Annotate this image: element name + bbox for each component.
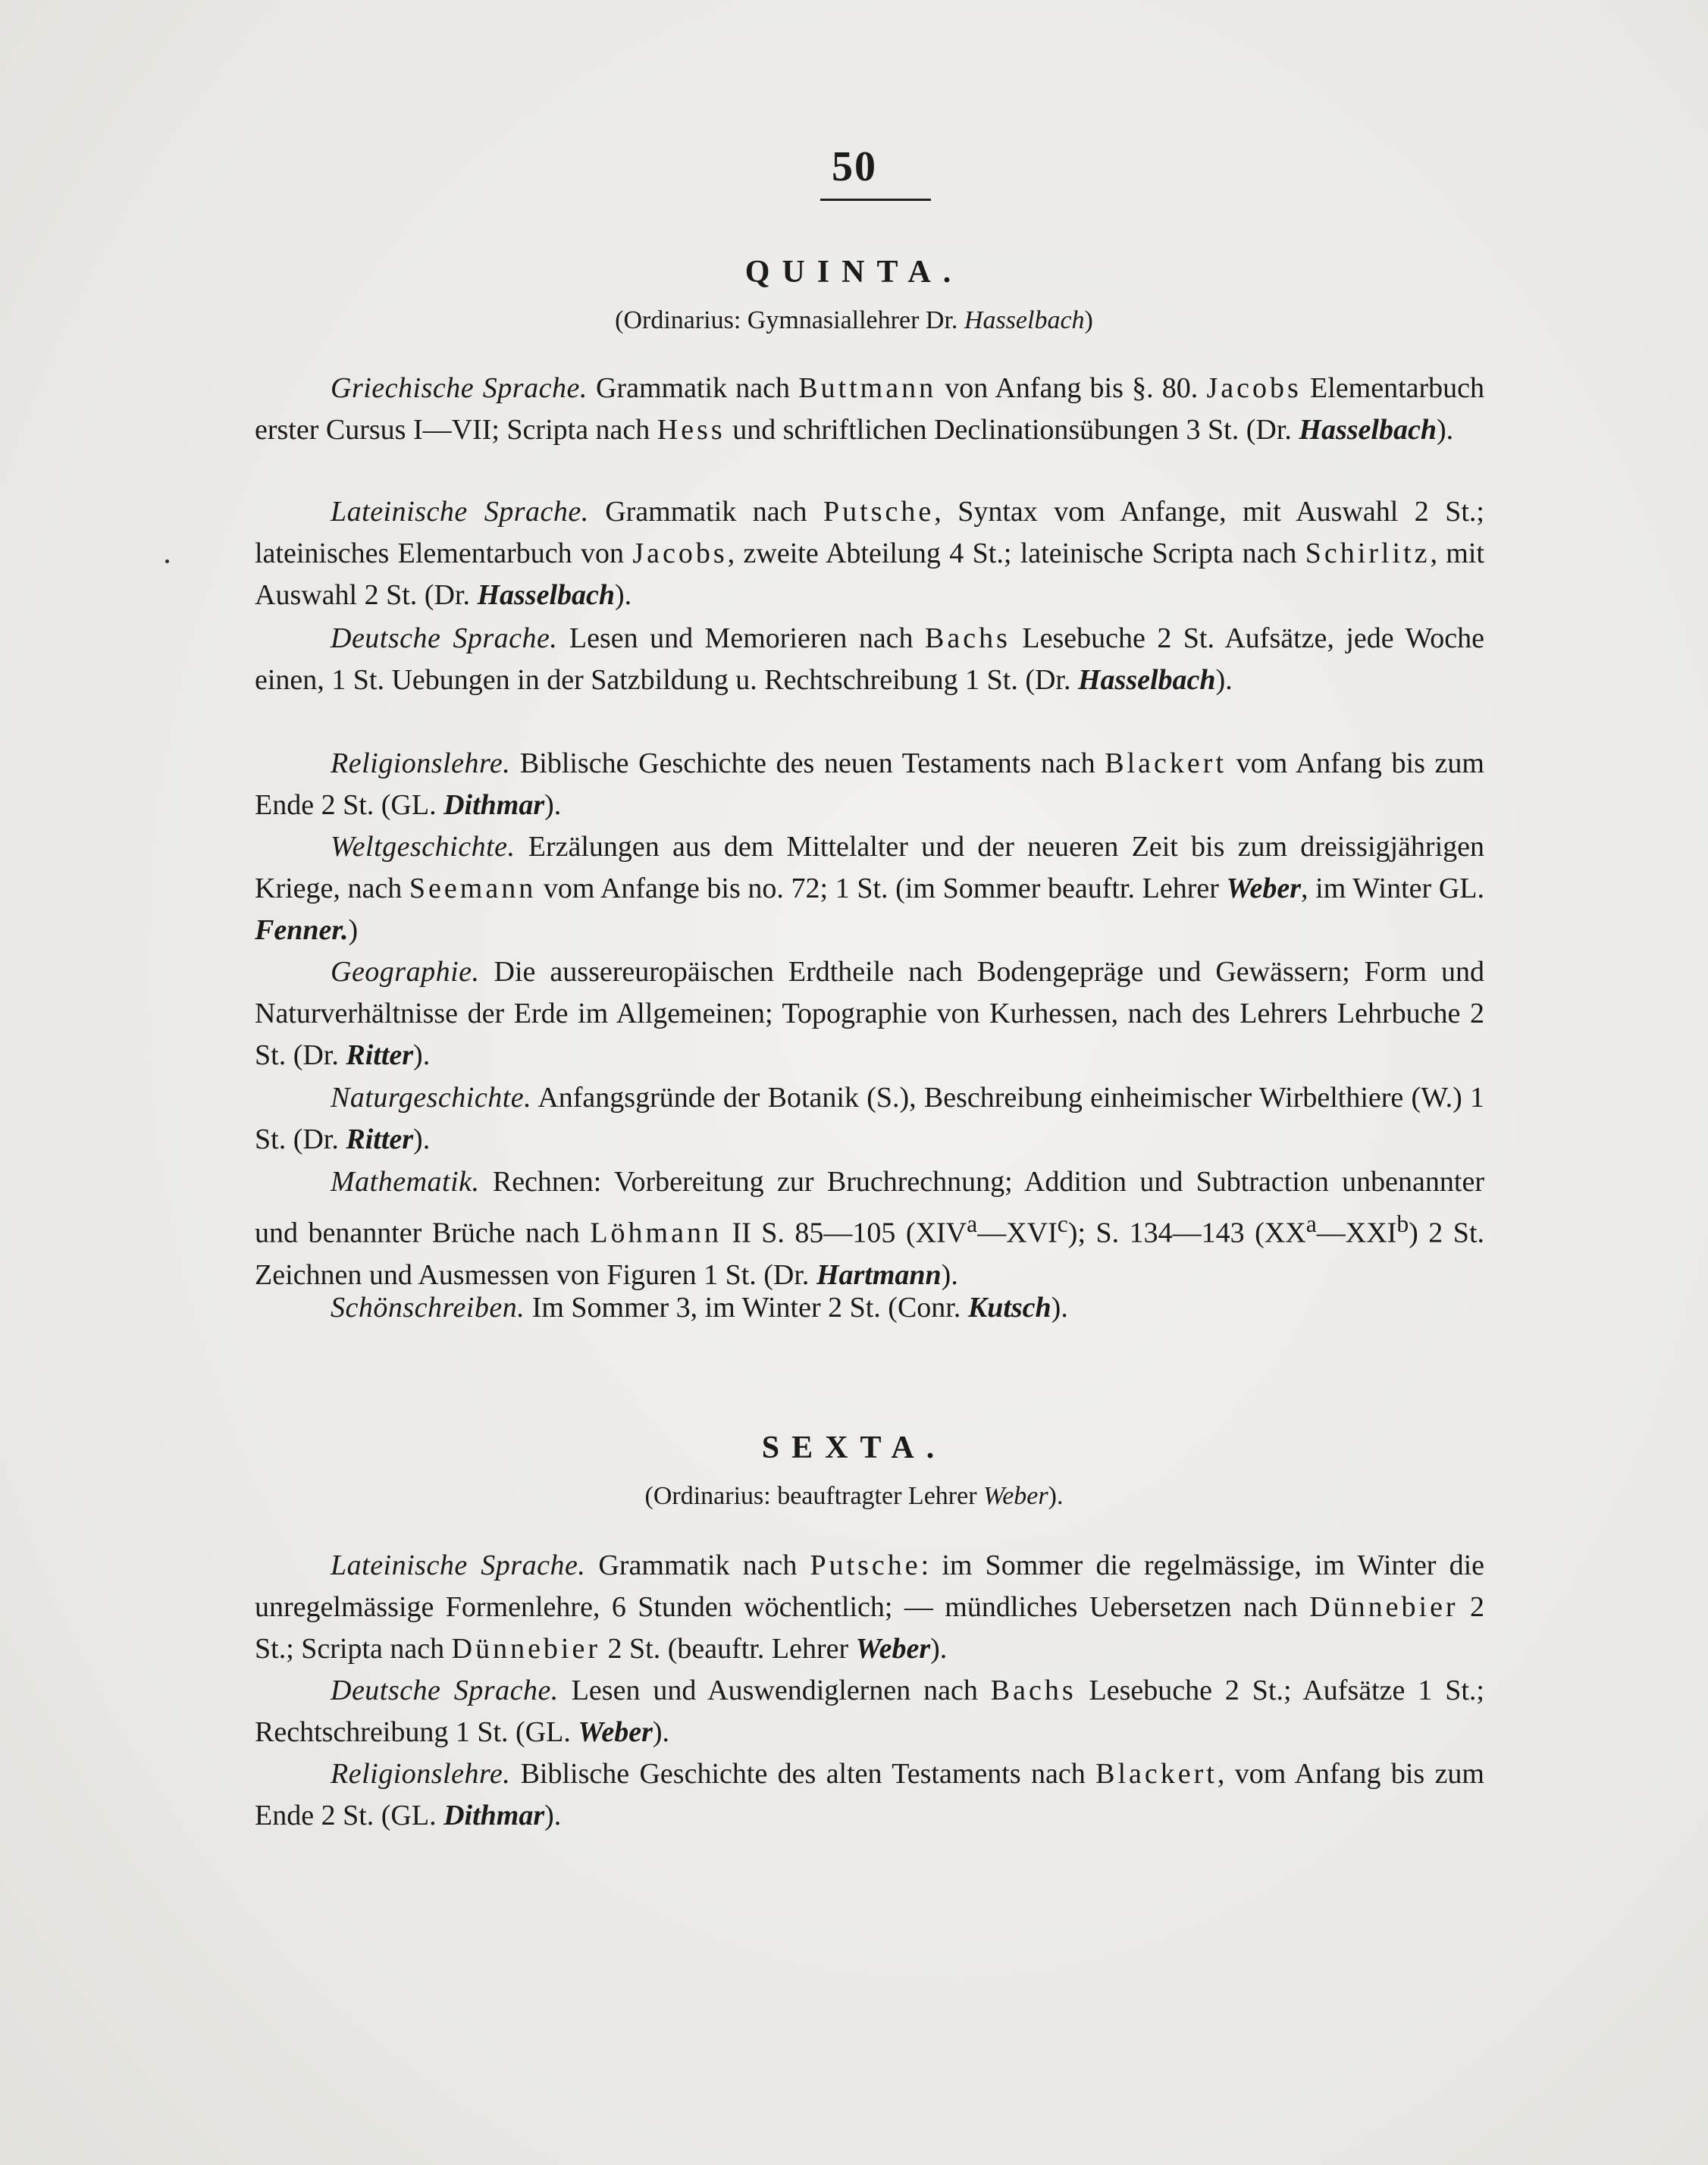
subject-heading: Lateinische Sprache. xyxy=(331,1549,586,1581)
entry-text: Lesen und Memorieren nach xyxy=(557,622,926,654)
teacher-name: Kutsch xyxy=(967,1292,1051,1324)
ordinarius-close: ). xyxy=(1048,1482,1064,1510)
teacher-name: Weber xyxy=(578,1716,653,1748)
entry-text: ). xyxy=(1215,664,1233,696)
entry-text: Biblische Geschichte des neuen Testaments nach xyxy=(510,747,1105,779)
entry-text: Grammatik nach xyxy=(588,496,824,528)
author-name: Bachs xyxy=(925,622,1011,654)
teacher-name: Hasselbach xyxy=(1299,414,1437,446)
ordinarius-label: (Ordinarius: beauftragter Lehrer xyxy=(644,1482,977,1510)
superscript: b xyxy=(1396,1211,1409,1237)
entry-text: Elementarbuch erster Cursus I—VII; Scripta nach xyxy=(255,372,1485,446)
entry-text: ) xyxy=(348,914,359,946)
entry-religionslehre xyxy=(255,743,1484,826)
sexta-ordinarius xyxy=(0,1482,1708,1511)
subject-heading: Lateinische Sprache. xyxy=(331,496,589,528)
entry-sexta-lateinische-sprache xyxy=(255,1545,1484,1670)
author-name: Blackert xyxy=(1095,1758,1218,1790)
entry-text: und schriftlichen Declinationsübungen 3 St. (Dr. xyxy=(725,414,1299,446)
entry-text: ). xyxy=(1051,1292,1068,1324)
entry-text: ). xyxy=(930,1633,948,1665)
entry-text: , Syntax vom Anfange, mit Auswahl 2 St.; lateinisches Elementarbuch von xyxy=(255,496,1484,569)
entry-text: II S. 85—105 (XIV xyxy=(721,1217,967,1249)
author-name: Dünnebier xyxy=(451,1633,601,1665)
entry-text: vom Anfange bis no. 72; 1 St. (im Sommer beauftr. Lehrer xyxy=(536,873,1227,904)
entry-text: vom Anfang bis zum Ende 2 St. (GL. xyxy=(255,747,1484,821)
entry-text: , zweite Abteilung 4 St.; lateinische Scripta nach xyxy=(727,537,1305,569)
entry-text: Biblische Geschichte des alten Testaments nach xyxy=(510,1758,1096,1790)
author-name: Bachs xyxy=(990,1675,1077,1706)
page-number-underline xyxy=(820,199,931,201)
entry-text: Im Sommer 3, im Winter 2 St. (Conr. xyxy=(525,1292,968,1324)
entry-text: von Anfang bis §. 80. xyxy=(936,372,1207,404)
entry-sexta-deutsche-sprache xyxy=(255,1670,1484,1753)
ordinarius-name: Weber xyxy=(983,1482,1048,1510)
teacher-name: Hasselbach xyxy=(1078,664,1216,696)
author-name: Dünnebier xyxy=(1309,1591,1459,1623)
teacher-name: Fenner. xyxy=(255,914,349,946)
entry-text: ). xyxy=(413,1039,431,1071)
entry-text: —XVI xyxy=(977,1217,1058,1249)
entry-geographie xyxy=(255,951,1484,1076)
subject-heading: Geographie. xyxy=(331,956,480,988)
entry-text: Grammatik nach xyxy=(587,372,799,404)
teacher-name: Hasselbach xyxy=(477,579,616,611)
teacher-name: Dithmar xyxy=(443,789,545,821)
author-name: Putsche xyxy=(810,1549,921,1581)
entry-griechische-sprache xyxy=(255,368,1484,451)
entry-text: Lesebuche 2 St. Aufsätze, jede Woche einen, 1 St. Uebungen in der Satzbildung u. Rechtschreibung 1 St. (Dr. xyxy=(255,622,1484,696)
author-name: Buttmann xyxy=(798,372,937,404)
superscript: c xyxy=(1057,1211,1068,1237)
author-name: Blackert xyxy=(1105,747,1227,779)
subject-heading: Mathematik. xyxy=(331,1166,480,1198)
entry-text: ). xyxy=(1436,414,1454,446)
author-name: Seemann xyxy=(409,873,537,904)
entry-text: Die aussereuropäischen Erdtheile nach Bodengepräge und Gewässern; Form und Naturverhältnisse der Erde im Allgemeinen; Topographie von Kurhessen, nach des Lehrers Lehrbuche 2 St. (Dr. xyxy=(255,956,1484,1071)
superscript: a xyxy=(1305,1211,1317,1237)
entry-text: Lesen und Auswendiglernen nach xyxy=(558,1675,991,1706)
entry-text: : im Sommer die regelmässige, im Winter die unregelmässige Formenlehre, 6 Stunden wöchentlich; — mündliches Uebersetzen nach xyxy=(255,1549,1484,1623)
teacher-name: Weber xyxy=(855,1633,931,1665)
entry-text: ). xyxy=(615,579,632,611)
entry-weltgeschichte xyxy=(255,826,1484,951)
entry-lateinische-sprache xyxy=(255,491,1484,616)
entry-text: Rechnen: Vorbereitung zur Bruchrechnung; Addition und Subtraction unbenannter und benannter Brüche nach xyxy=(255,1166,1484,1249)
entry-text: Lesebuche 2 St.; Aufsätze 1 St.; Rechtschreibung 1 St. (GL. xyxy=(255,1675,1484,1748)
subject-heading: Griechische Sprache. xyxy=(331,372,588,404)
entry-text: 2 St.; Scripta nach xyxy=(255,1591,1484,1665)
ordinarius-close: ) xyxy=(1084,306,1093,334)
teacher-name: Dithmar xyxy=(443,1800,545,1831)
ordinarius-name: Hasselbach xyxy=(964,306,1085,334)
subject-heading: Schönschreiben. xyxy=(331,1292,525,1324)
entry-text: —XXI xyxy=(1316,1217,1397,1249)
quinta-ordinarius xyxy=(0,306,1708,335)
teacher-name: Ritter xyxy=(346,1039,414,1071)
subject-heading: Religionslehre. xyxy=(331,1758,511,1790)
subject-heading: Naturgeschichte. xyxy=(331,1082,532,1114)
entry-text: ) 2 St. Zeichnen und Ausmessen von Figuren 1 St. (Dr. xyxy=(255,1217,1484,1291)
entry-text: ). xyxy=(544,1800,562,1831)
subject-heading: Deutsche Sprache. xyxy=(331,622,558,654)
entry-text: ). xyxy=(941,1258,958,1291)
entry-text: ); S. 134—143 (XX xyxy=(1067,1217,1306,1249)
entry-text: ). xyxy=(652,1716,670,1748)
entry-text: 2 St. (beauftr. Lehrer xyxy=(600,1633,856,1665)
section-title-sexta: SEXTA. xyxy=(761,1430,947,1465)
author-name: Hess xyxy=(657,414,726,446)
subject-heading: Deutsche Sprache. xyxy=(331,1675,559,1706)
author-name: Jacobs xyxy=(1206,372,1302,404)
subject-heading: Weltgeschichte. xyxy=(331,831,516,863)
author-name: Schirlitz xyxy=(1305,537,1431,569)
entry-deutsche-sprache xyxy=(255,618,1484,701)
superscript: a xyxy=(967,1211,978,1237)
author-name: Putsche xyxy=(823,496,935,528)
margin-speck xyxy=(165,559,169,563)
teacher-name: Weber xyxy=(1226,873,1302,904)
entry-text: Erzälungen aus dem Mittelalter und der neueren Zeit bis zum dreissigjährigen Kriege, nach xyxy=(255,831,1484,904)
entry-text: ). xyxy=(544,789,562,821)
entry-text: Grammatik nach xyxy=(585,1549,810,1581)
ordinarius-label: (Ordinarius: Gymnasiallehrer Dr. xyxy=(615,306,958,334)
teacher-name: Hartmann xyxy=(816,1258,942,1291)
author-name: Löhmann xyxy=(590,1217,722,1249)
section-title-quinta: QUINTA. xyxy=(744,255,964,290)
teacher-name: Ritter xyxy=(346,1123,414,1155)
entry-text: , mit Auswahl 2 St. (Dr. xyxy=(255,537,1484,611)
entry-schoenschreiben xyxy=(255,1287,1484,1329)
entry-text: ). xyxy=(413,1123,431,1155)
page-number: 50 xyxy=(832,143,877,190)
entry-text: , vom Anfang bis zum Ende 2 St. (GL. xyxy=(255,1758,1484,1831)
entry-text: Anfangsgründe der Botanik (S.), Beschreibung einheimischer Wirbelthiere (W.) 1 St. (Dr. xyxy=(255,1082,1484,1155)
entry-sexta-religionslehre xyxy=(255,1753,1484,1837)
entry-text: , im Winter GL. xyxy=(1301,873,1484,904)
subject-heading: Religionslehre. xyxy=(331,747,511,779)
entry-mathematik xyxy=(255,1161,1484,1296)
entry-naturgeschichte xyxy=(255,1077,1484,1161)
author-name: Jacobs xyxy=(632,537,728,569)
